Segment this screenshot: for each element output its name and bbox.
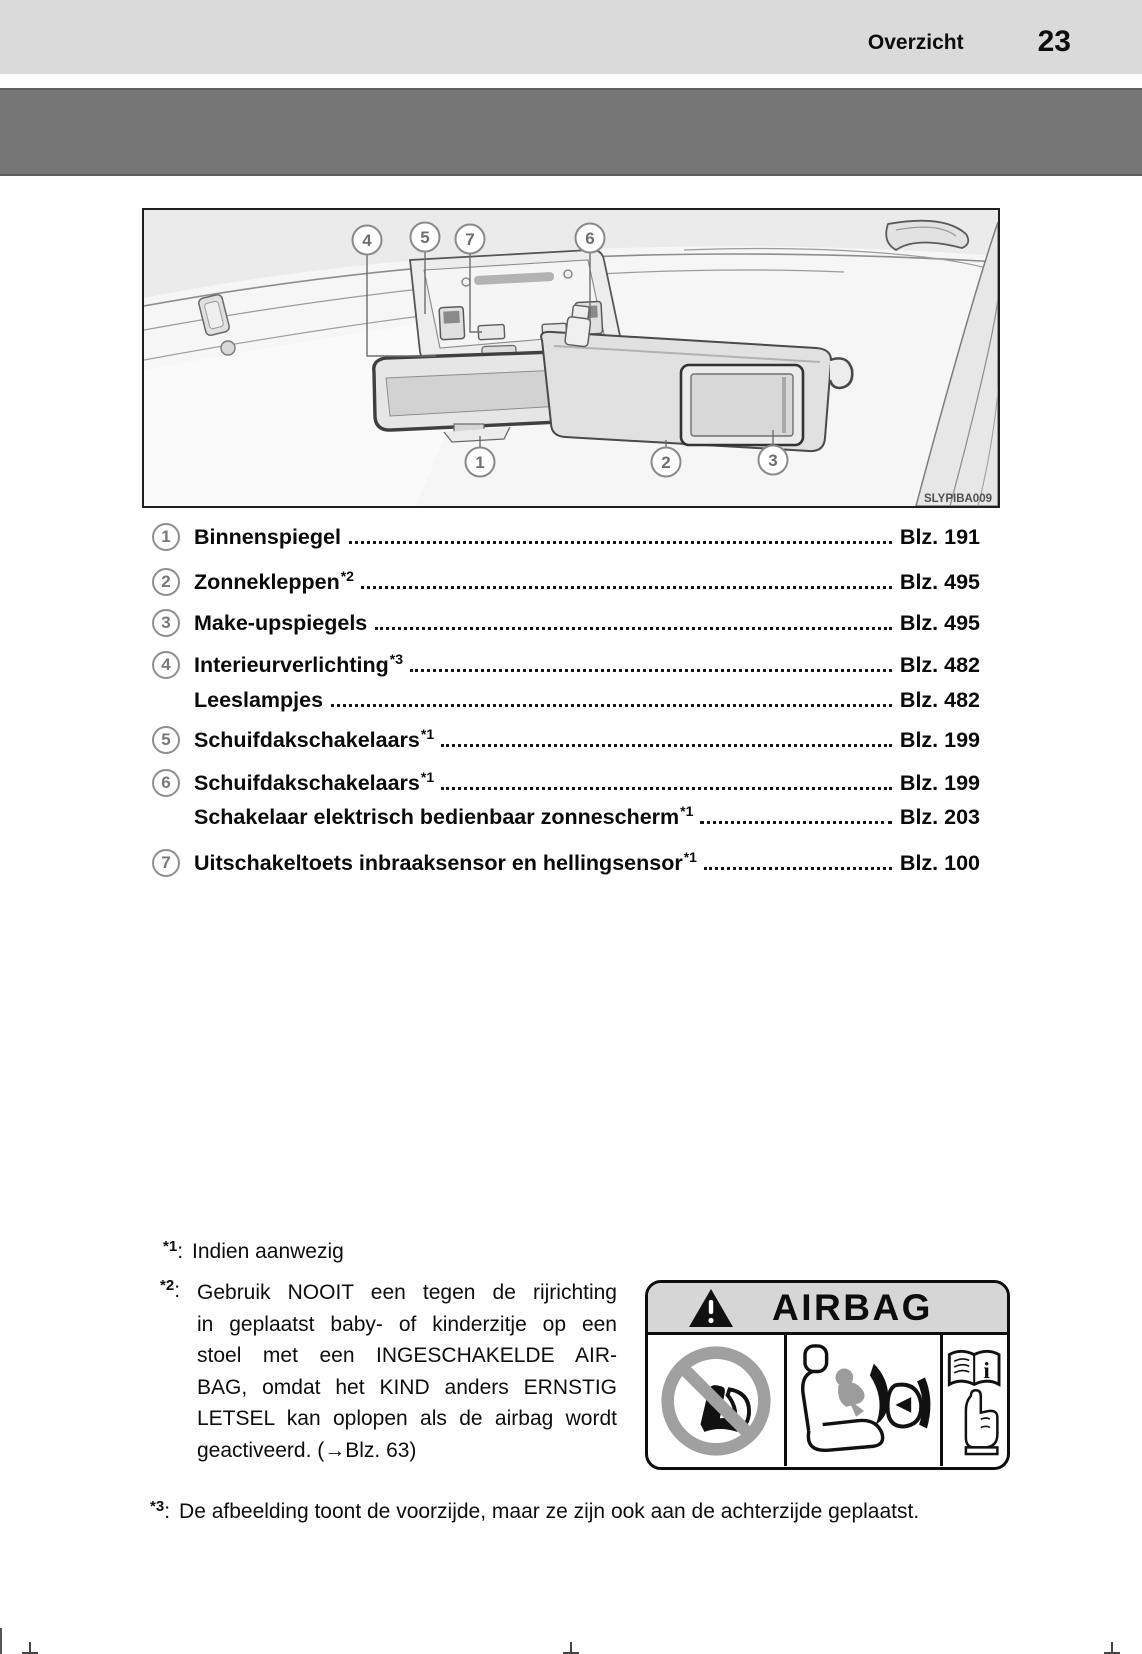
row-label: Make-upspiegels [194, 610, 368, 635]
callout-number-badge: 7 [152, 849, 180, 877]
footnote-line: LETSEL kan oplopen als de airbag wordt [197, 1407, 617, 1430]
dot-leader [700, 821, 892, 824]
crop-mark [0, 1628, 2, 1654]
crop-mark [22, 1642, 38, 1654]
dot-leader [361, 586, 892, 589]
index-row [152, 723, 980, 757]
footnote-line: BAG, omdat het KIND anders ERNSTIG [197, 1375, 617, 1399]
visor-hook [830, 358, 852, 388]
row-footnote-sup: *2 [340, 567, 354, 584]
footnote-1 [163, 1240, 344, 1264]
dot-leader [441, 787, 892, 790]
page-ref: Blz. 100 [899, 850, 980, 875]
sun-visor [541, 305, 852, 452]
page-ref: Blz. 482 [899, 652, 980, 677]
footnote-marker: *3 [150, 1498, 165, 1515]
page-ref: Blz. 495 [899, 610, 980, 635]
index-row [152, 565, 980, 599]
callout-7: 7 [465, 230, 475, 249]
crop-mark [563, 1642, 579, 1654]
row-footnote-sup: *3 [389, 650, 403, 667]
airbag-deploy-icon [789, 1342, 937, 1460]
row-footnote-sup: *1 [683, 848, 697, 865]
figure-code: SLYPIBA009 [924, 493, 992, 505]
no-child-seat-icon [658, 1343, 774, 1459]
car-ceiling-illustration [144, 210, 998, 506]
footnote-2-text [197, 1277, 617, 1466]
dot-leader [331, 704, 892, 707]
dot-leader [375, 627, 892, 630]
page-number: 23 [1037, 25, 1071, 58]
row-label: Zonnekleppen$^{*2}$ [194, 567, 354, 594]
page-ref: Blz. 495 [899, 569, 980, 594]
callout-number-badge: 4 [152, 651, 180, 679]
row-label: Schuifdakschakelaars$^{*1}$ [194, 768, 435, 795]
dot-leader [704, 867, 892, 870]
see-manual-panel [943, 1335, 1007, 1466]
intrusion-sensor-off-switch [478, 324, 505, 339]
row-footnote-sup: *1 [420, 725, 435, 742]
section-title: Overzicht [867, 31, 964, 54]
index-row [152, 606, 980, 640]
dot-leader [349, 541, 892, 544]
footnote-3 [150, 1500, 919, 1524]
footnote-line: Gebruik NOOIT een tegen de rijrichting [197, 1281, 617, 1304]
row-footnote-sup: *1 [680, 802, 694, 819]
page-ref: Blz. 482 [899, 687, 980, 712]
footnote-text: Indien aanwezig [192, 1240, 344, 1263]
dot-leader [410, 669, 892, 672]
footnote-separator: : [164, 1500, 171, 1523]
no-rear-facing-child-seat-panel [648, 1335, 787, 1466]
page-header [0, 0, 1142, 74]
row-label: Interieurverlichting$^{*3}$ [194, 650, 403, 677]
callout-number-badge: 6 [152, 769, 180, 797]
page-ref: Blz. 199 [899, 770, 980, 795]
index-row [152, 520, 980, 554]
callout-6: 6 [585, 229, 595, 248]
page-ref: Blz. 199 [899, 727, 980, 752]
callout-number-badge: 1 [152, 523, 180, 551]
page-ref: Blz. 203 [899, 804, 980, 829]
manual-book-icon [946, 1345, 1004, 1457]
airbag-deployment-panel [787, 1335, 944, 1466]
callout-number-badge: 3 [152, 609, 180, 637]
footnote-line: stoel met een INGESCHAKELDE AIR- [197, 1344, 617, 1367]
footnote-separator: : [177, 1240, 184, 1263]
footnote-line: geactiveerd. (→Blz. 63) [197, 1438, 417, 1462]
index-row-continuation [152, 683, 980, 717]
airbag-warning-label [645, 1280, 1010, 1470]
airbag-label-title: AIRBAG [772, 1286, 933, 1328]
row-label: Schuifdakschakelaars$^{*1}$ [194, 725, 435, 752]
index-row [152, 846, 980, 880]
callout-4: 4 [362, 231, 372, 250]
footnote-line: in geplaatst baby- of kinderzitje op een [197, 1312, 617, 1336]
info-char: i [983, 1357, 990, 1384]
footnote-text: De afbeelding toont de voorzijde, maar ze zijn ook aan de achterzijde geplaatst. [179, 1500, 920, 1523]
row-label: Leeslampjes [194, 687, 324, 712]
crop-mark [1104, 1642, 1120, 1654]
interior-ceiling-figure [142, 208, 1000, 508]
index-row [152, 766, 980, 800]
airbag-label-body [648, 1335, 1007, 1466]
index-row [152, 648, 980, 682]
callout-number-badge: 2 [152, 568, 180, 596]
row-label: Schakelaar elektrisch bedienbaar zonnescherm$^{*1}$ [194, 802, 694, 829]
row-label: Binnenspiegel [194, 524, 341, 549]
airbag-label-header [648, 1283, 1007, 1335]
page-ref: Blz. 191 [899, 524, 980, 549]
warning-triangle-icon [688, 1288, 734, 1328]
index-row-continuation [152, 800, 980, 834]
section-banner [0, 88, 1142, 176]
callout-number-badge: 5 [152, 726, 180, 754]
footnote-marker: *1 [163, 1238, 178, 1255]
dot-leader [441, 744, 892, 747]
callout-2: 2 [661, 453, 671, 472]
left-sensor [198, 294, 230, 337]
callout-3: 3 [768, 451, 778, 470]
callout-1: 1 [475, 453, 485, 472]
callout-5: 5 [420, 228, 430, 247]
row-footnote-sup: *1 [420, 768, 435, 785]
footnote-2-marker: *2: [160, 1277, 181, 1302]
row-label: Uitschakeltoets inbraaksensor en hellingsensor$^{*1}$ [194, 848, 697, 875]
